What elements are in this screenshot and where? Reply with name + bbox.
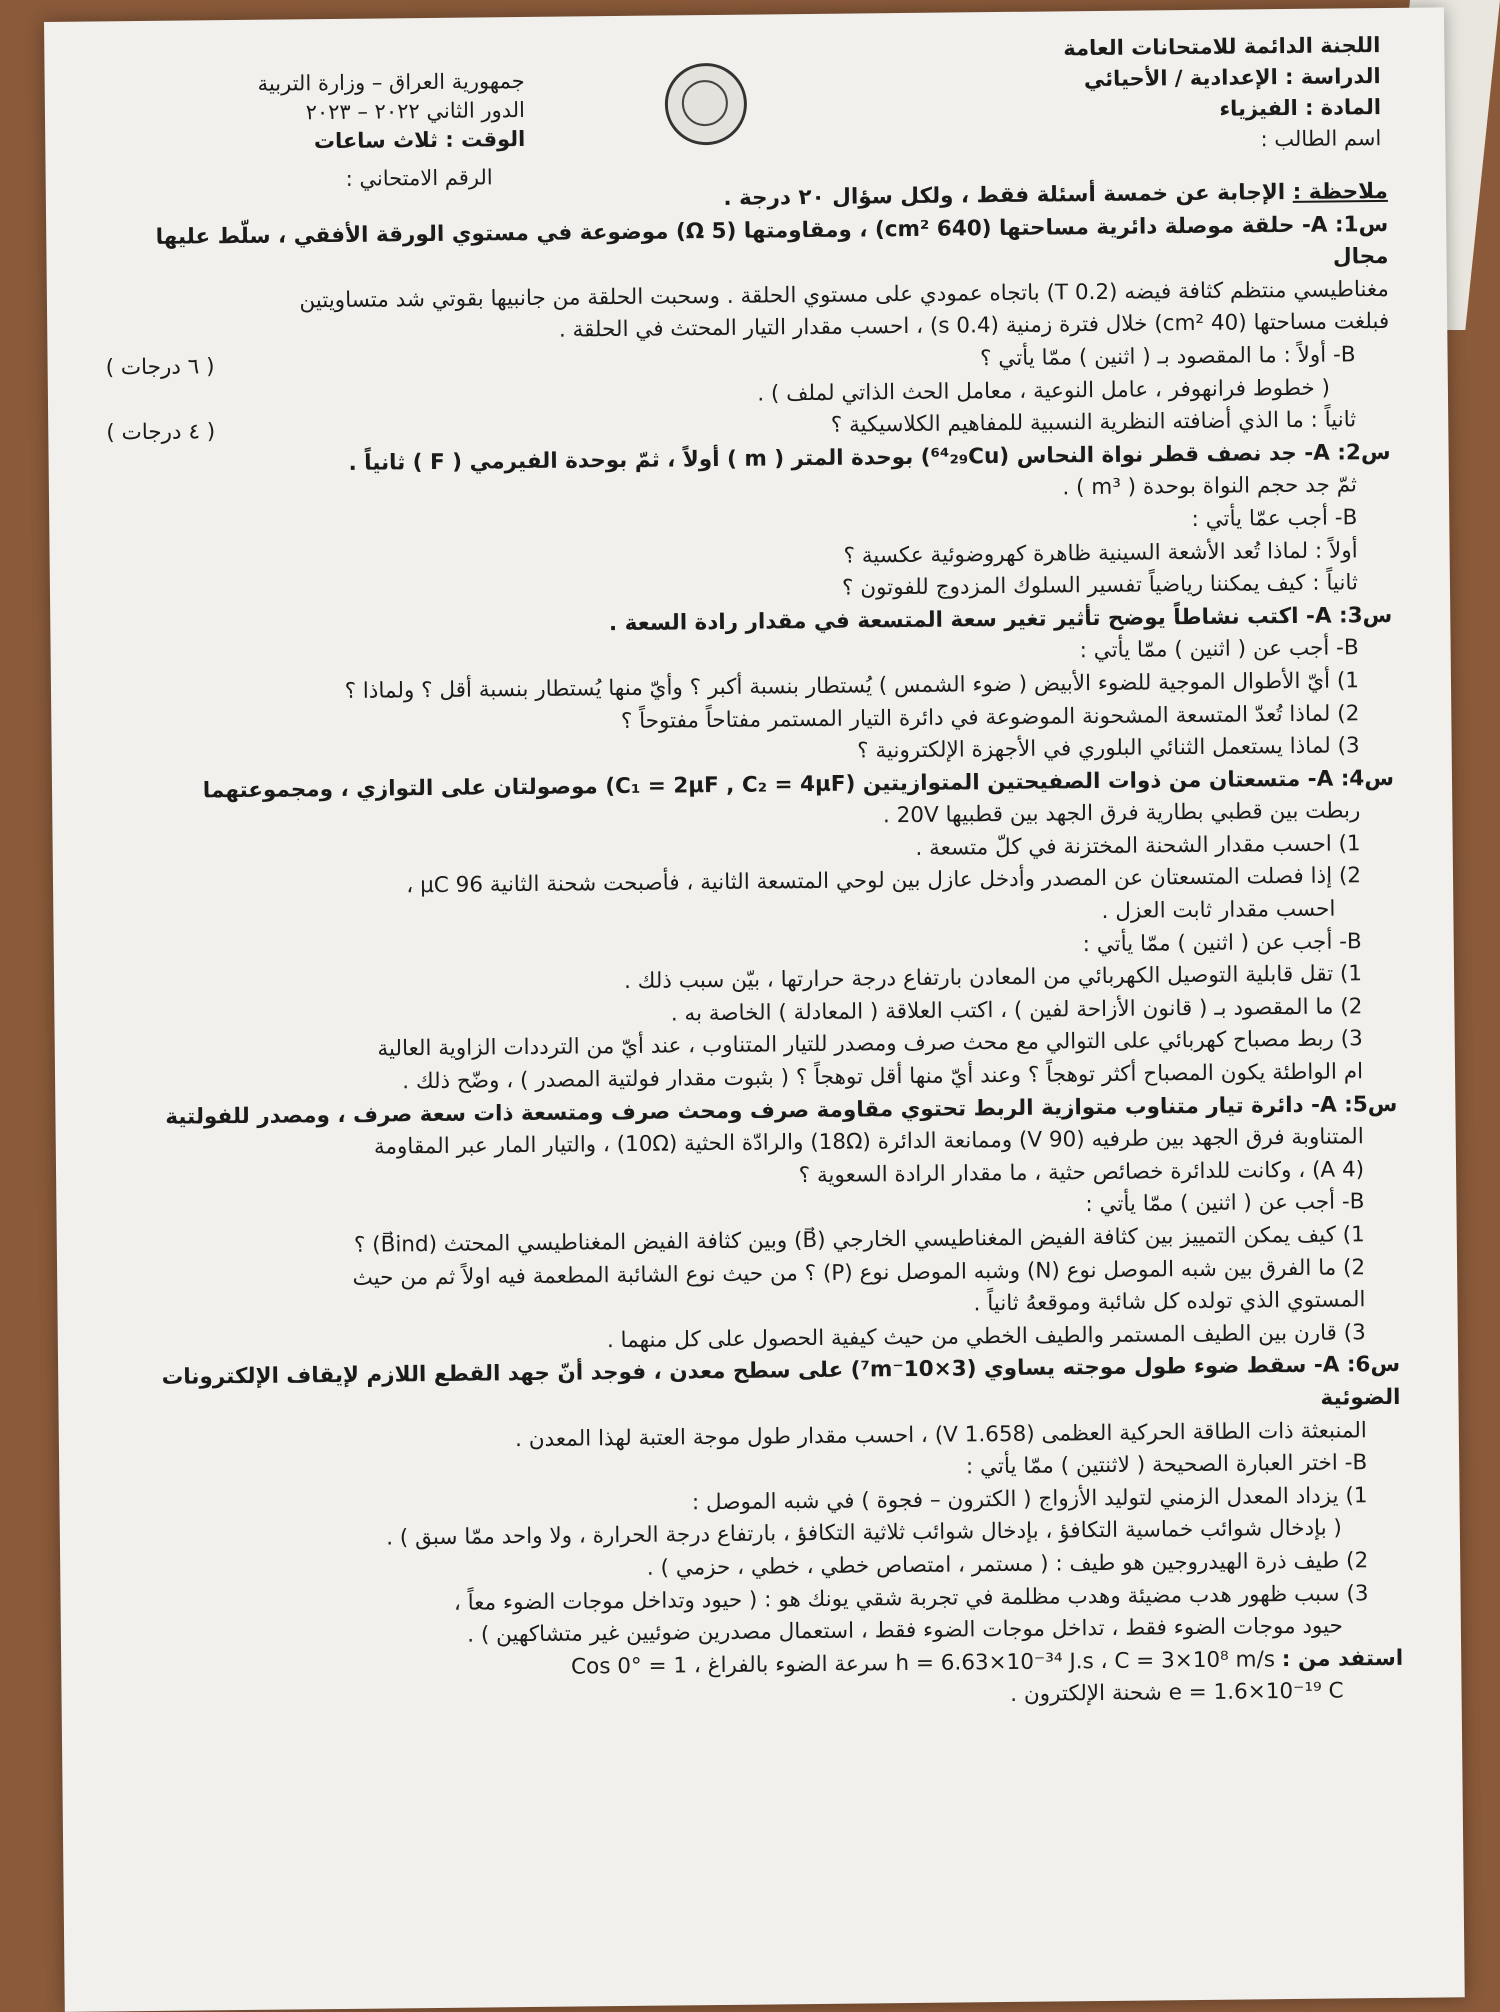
header-right-block (1000, 30, 1381, 158)
exam-number-label: الرقم الامتحاني : (345, 165, 493, 191)
subject-line: المادة : الفيزياء (1219, 95, 1382, 121)
line-text: س5: A- دائرة تيار متناوب متوازية الربط تحتوي مقاومة صرف ومحث صرف ومتسعة ذات سعة صرف ، ومصدر للفولتية (165, 1091, 1398, 1130)
line-text: س3: A- اكتب نشاطاً يوضح تأثير تغير سعة المتسعة في مقدار رادة السعة . (608, 602, 1393, 636)
note-text: الإجابة عن خمسة أسئلة فقط ، ولكل سؤال ٢٠ درجة . (723, 180, 1286, 211)
marks-label: ( ٦ درجات ) (105, 354, 215, 381)
line-text: 1) تقل قابلية التوصيل الكهربائي من المعادن بارتفاع درجة حرارتها ، بيّن سبب ذلك . (623, 961, 1363, 995)
note-label: ملاحظة : (1292, 178, 1388, 205)
exam-duration: الوقت : ثلاث ساعات (313, 126, 526, 154)
committee-title: اللجنة الدائمة للامتحانات العامة (1063, 33, 1381, 61)
line-text: B- أجب عن ( اثنين ) ممّا يأتي : (1082, 928, 1362, 957)
line-text: ثانياً : ما الذي أضافته النظرية النسبية للمفاهيم الكلاسيكية ؟ (830, 407, 1357, 438)
line-text: B- أجب عمّا يأتي : (1191, 505, 1358, 532)
line-text: B- أولاً : ما المقصود بـ ( اثنين ) ممّا يأتي ؟ (979, 342, 1356, 372)
line-text: 3) سبب ظهور هدب مضيئة وهدب مظلمة في تجربة شقي يونك هو : ( حيود وتداخل موجات الضوء معاً ، (453, 1580, 1369, 1616)
line-text: ثانياً : كيف يمكننا رياضياً تفسير السلوك المزدوج للفوتون ؟ (841, 570, 1359, 601)
line-text: 2) طيف ذرة الهيدروجين هو طيف : ( مستمر ، امتصاص خطي ، خطي ، حزمي ) . (646, 1548, 1369, 1581)
line-text: 2) ما المقصود بـ ( قانون الأزاحة لفين ) ، اكتب العلاقة ( المعادلة ) الخاصة به . (670, 994, 1363, 1027)
ministry-title: جمهورية العراق – وزارة التربية (257, 68, 525, 96)
line-text: B- أجب عن ( اثنين ) ممّا يأتي : (1079, 635, 1359, 664)
line-text: حيود موجات الضوء فقط ، تداخل موجات الضوء فقط ، استعمال مصدرين ضوئيين غير متشاكهين ) . (467, 1613, 1343, 1648)
line-text: فبلغت مساحتها (40 cm²) خلال فترة زمنية (0.4 s) ، احسب مقدار التيار المحتث في الحلقة . (558, 309, 1390, 343)
exam-session: الدور الثاني ٢٠٢٢ – ٢٠٢٣ (305, 97, 526, 125)
constants-values: h = 6.63×10⁻³⁴ J.s ، C = 3×10⁸ m/s سرعة الضوء بالفراغ ، Cos 0° = 1 (570, 1646, 1276, 1680)
line-text: B- أجب عن ( اثنين ) ممّا يأتي : (1085, 1189, 1365, 1218)
line-text: (4 A) ، وكانت للدائرة خصائص حثية ، ما مقدار الرادة السعوية ؟ (798, 1157, 1365, 1188)
line-text: 3) لماذا يستعمل الثنائي البلوري في الأجهزة الإلكترونية ؟ (857, 733, 1360, 764)
line-text: 2) لماذا تُعدّ المتسعة المشحونة الموضوعة في دائرة التيار المستمر مفتاحاً مفتوحاً ؟ (620, 700, 1360, 734)
line-text: المتناوبة فرق الجهد بين طرفيه (90 V) وممانعة الدائرة (18Ω) والرادّة الحثية (10Ω) ، والتيار المار عبر المقاومة (373, 1124, 1364, 1160)
line-text: ربطت بين قطبي بطارية فرق الجهد بين قطبيها 20V . (882, 798, 1361, 829)
student-name-label: اسم الطالب : (1260, 126, 1382, 152)
line-text: المنبعثة ذات الطاقة الحركية العظمى (1.658 V) ، احسب مقدار طول موجة العتبة لهذا المعدن . (514, 1417, 1367, 1452)
line-text: 3) قارن بين الطيف المستمر والطيف الخطي من حيث كيفية الحصول على كل منهما . (606, 1320, 1366, 1353)
line-text: المستوي الذي تولده كل شائبة وموقعهُ ثانياً . (973, 1287, 1366, 1317)
line-text: احسب مقدار ثابت العزل . (1101, 896, 1336, 925)
exam-sheet (44, 7, 1465, 2012)
question-lines (104, 209, 1403, 1656)
line-text: 1) يزداد المعدل الزمني لتوليد الأزواج ( الكترون – فجوة ) في شبه الموصل : (691, 1482, 1368, 1516)
line-text: س2: A- جد نصف قطر نواة النحاس (⁶⁴₂₉Cu) بوحدة المتر ( m ) أولاً ، ثمّ بوحدة الفيرمي ( F ) ثانياً . (348, 439, 1391, 476)
study-branch: الدراسة : الإعدادية / الأحيائي (1083, 64, 1381, 92)
line-text: س1: A- حلقة موصلة دائرية مساحتها (640 cm²) ، ومقاومتها (5 Ω) موضوعة في مستوي الورقة الأفقي ، سلّط عليها مجال (155, 211, 1389, 270)
line-text: 3) ربط مصباح كهربائي على التوالي مع محث صرف ومصدر للتيار المتناوب ، عند أيّ من الترددات الزاوية العالية (377, 1026, 1363, 1063)
line-text: 1) كيف يمكن التمييز بين كثافة الفيض المغناطيسي الخارجي (B⃗) وبين كثافة الفيض المغناطيسي المحتث (B⃗ind) ؟ (353, 1222, 1365, 1258)
line-text: 2) ما الفرق بين شبه الموصل نوع (N) وشبه الموصل نوع (P) ؟ من حيث نوع الشائبة المطعمة فيه اولاً ثم من حيث (352, 1254, 1366, 1291)
line-text: B- اختر العبارة الصحيحة ( لاثنتين ) ممّا يأتي : (965, 1450, 1368, 1480)
constants-label: استفد من : (1281, 1645, 1404, 1672)
line-text: ( خطوط فرانهوفر ، عامل النوعية ، معامل الحث الذاتي لملف ) . (757, 375, 1331, 407)
line-text: 1) أيّ الأطوال الموجية للضوء الأبيض ( ضوء الشمس ) يُستطار بنسبة أكبر ؟ وأيّ منها يُستطار بنسبة أقل ؟ ولماذا ؟ (344, 668, 1360, 704)
ministry-seal-icon (664, 63, 747, 146)
line-text: ام الواطئة يكون المصباح أكثر توهجاً ؟ وعند أيّ منها أقل توهجاً ؟ ( بثبوت مقدار فولتية المصدر ) ، وضّح ذلك . (402, 1059, 1364, 1095)
line-text: أولاً : لماذا تُعد الأشعة السينية ظاهرة كهروضوئية عكسية ؟ (843, 537, 1358, 569)
line-text: ثمّ جد حجم النواة بوحدة ( m³ ) . (1062, 472, 1358, 501)
line-text: ( بإدخال شوائب خماسية التكافؤ ، بإدخال شوائب ثلاثية التكافؤ ، بارتفاع درجة الحرارة ، ولا واحد ممّا سبق ) . (386, 1515, 1342, 1551)
line-text: 2) إذا فصلت المتسعتان عن المصدر وأدخل عازل بين لوحي المتسعة الثانية ، فأصبحت شحنة الثانية 96 μC ، (406, 863, 1362, 899)
constants-line-2: e = 1.6×10⁻¹⁹ C شحنة الإلكترون . (1010, 1678, 1344, 1708)
marks-label: ( ٤ درجات ) (106, 419, 216, 446)
line-text: مغناطيسي منتظم كثافة فيضه (0.2 T) باتجاه عمودي على مستوي الحلقة . وسحبت الحلقة من جانبيها بقوتي شد متساويتين (299, 276, 1390, 314)
header-left-block (105, 67, 526, 158)
exam-body (104, 176, 1404, 1721)
line-text: س4: A- متسعتان من ذوات الصفيحتين المتوازيتين (C₁ = 2μF , C₂ = 4μF) موصولتان على التوازي ، ومجموعتهما (202, 765, 1395, 804)
line-text: 1) احسب مقدار الشحنة المختزنة في كلّ متسعة . (915, 831, 1361, 861)
line-text: س6: A- سقط ضوء طول موجته يساوي (3×10⁻⁷m) على سطح معدن ، فوجد أنّ جهد القطع اللازم لإيقاف الإلكترونات الضوئية (161, 1352, 1401, 1411)
